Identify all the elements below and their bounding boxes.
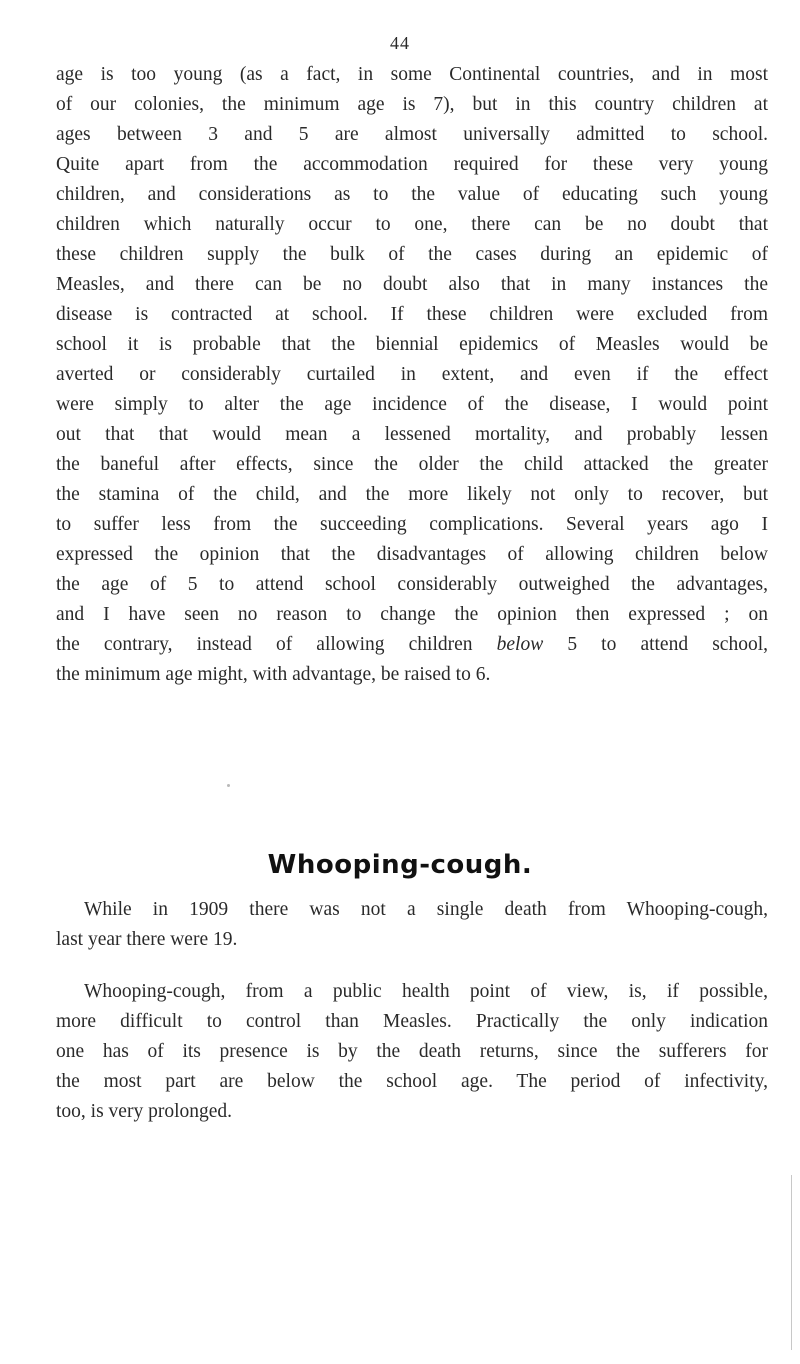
text-line: school it is probable that the biennial epidemics of Measles would be <box>56 334 768 355</box>
text-line: Whooping-cough, from a public health point of view, is, if possible, <box>84 981 768 1002</box>
text-line: and I have seen no reason to change the opinion then expressed ; on <box>56 604 768 625</box>
text-line: averted or considerably curtailed in extent, and even if the effect <box>56 364 768 385</box>
text-line: children, and considerations as to the value of educating such young <box>56 184 768 205</box>
page-edge-line <box>791 1175 792 1350</box>
text-line: disease is contracted at school. If these children were excluded from <box>56 304 768 325</box>
text-line: out that that would mean a lessened mortality, and probably lessen <box>56 424 768 445</box>
text-segment: the contrary, instead of allowing children <box>56 634 497 655</box>
text-line: Measles, and there can be no doubt also that in many instances the <box>56 274 768 295</box>
text-line: to suffer less from the succeeding complications. Several years ago I <box>56 514 768 535</box>
text-line: expressed the opinion that the disadvantages of allowing children below <box>56 544 768 565</box>
text-line: the age of 5 to attend school considerably outweighed the advantages, <box>56 574 768 595</box>
text-line: the minimum age might, with advantage, be raised to 6. <box>56 664 491 685</box>
paragraph-whooping-deaths <box>56 895 768 955</box>
text-line: too, is very prolonged. <box>56 1101 233 1122</box>
text-segment: 5 to attend school, <box>543 634 768 655</box>
print-speck <box>227 784 230 787</box>
text-line: one has of its presence is by the death returns, since the sufferers for <box>56 1041 768 1062</box>
text-line: the baneful after effects, since the older the child attacked the greater <box>56 454 768 475</box>
text-line: of our colonies, the minimum age is 7), but in this country children at <box>56 94 768 115</box>
emphasis-below: below <box>496 634 544 655</box>
paragraph-whooping-control <box>56 977 768 1127</box>
text-line: last year there were 19. <box>56 929 238 950</box>
section-heading: Whooping-cough. <box>267 850 533 880</box>
text-line: ages between 3 and 5 are almost universally admitted to school. <box>56 124 768 145</box>
text-line: age is too young (as a fact, in some Continental countries, and in most <box>56 64 768 85</box>
paragraph-measles <box>56 60 768 690</box>
text-line: the stamina of the child, and the more likely not only to recover, but <box>56 484 768 505</box>
text-line: children which naturally occur to one, there can be no doubt that <box>56 214 768 235</box>
text-line: While in 1909 there was not a single death from Whooping-cough, <box>84 899 768 920</box>
text-line: Quite apart from the accommodation required for these very young <box>56 154 768 175</box>
text-line: these children supply the bulk of the cases during an epidemic of <box>56 244 768 265</box>
text-line <box>56 630 768 660</box>
text-line: were simply to alter the age incidence of the disease, I would point <box>56 394 768 415</box>
page-number: 44 <box>390 33 410 53</box>
text-line: the most part are below the school age. The period of infectivity, <box>56 1071 768 1092</box>
text-line: more difficult to control than Measles. Practically the only indication <box>56 1011 768 1032</box>
